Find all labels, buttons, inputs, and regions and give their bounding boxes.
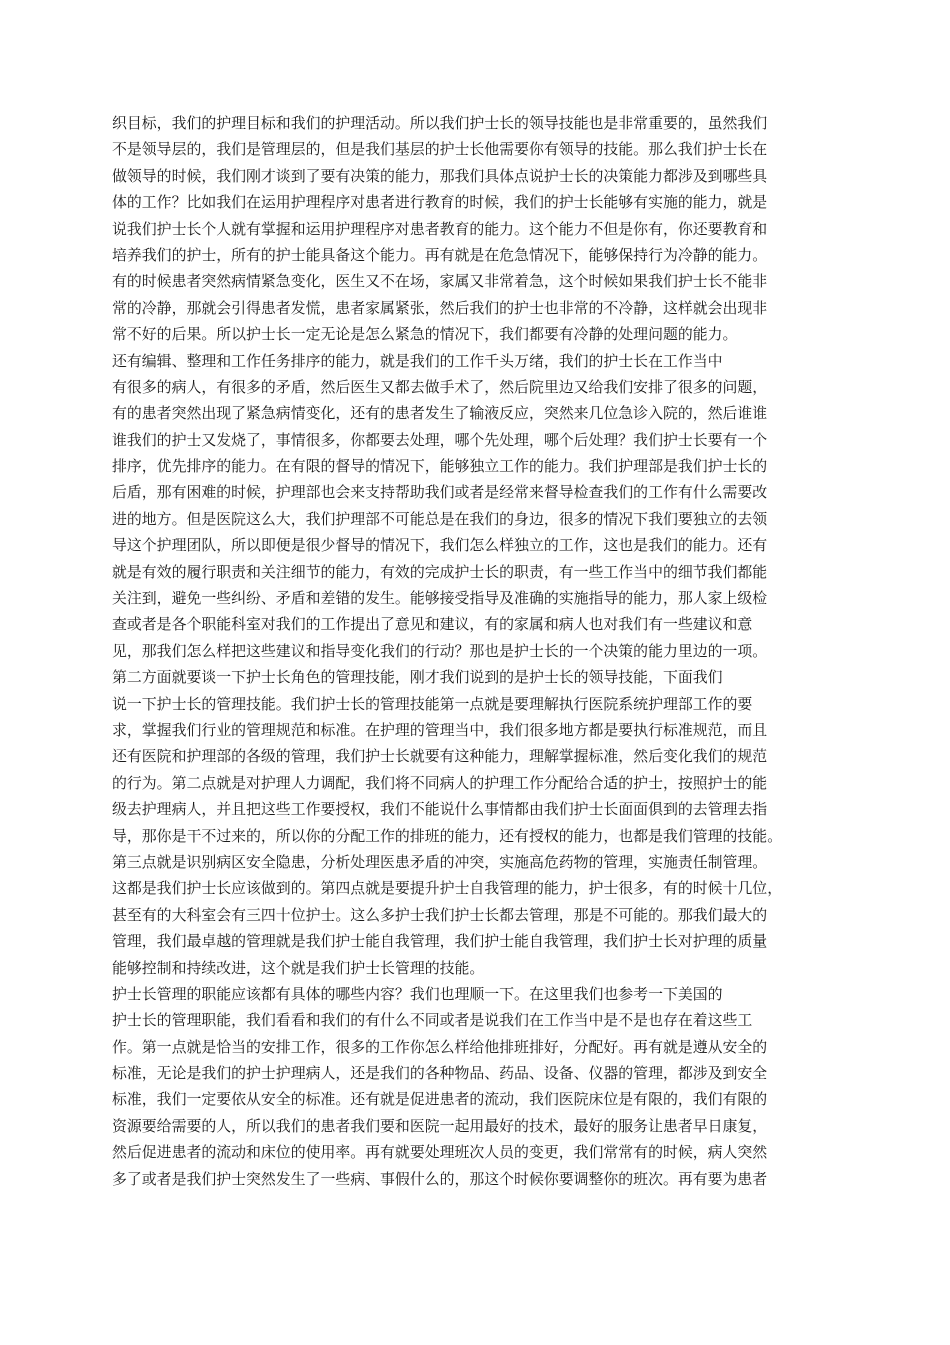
text-line: 作。第一点就是恰当的安排工作，很多的工作你怎么样给他排班排好，分配好。再有就是遵从安全的 <box>112 1037 768 1056</box>
text-line: 导，那你是干不过来的，所以你的分配工作的排班的能力，还有授权的能力，也都是我们管理的技能。 <box>112 826 783 845</box>
text-line: 有的患者突然出现了紧急病情变化，还有的患者发生了输液反应，突然来几位急诊入院的，然后谁谁 <box>112 404 768 423</box>
text-line: 关注到，避免一些纠纷、矛盾和差错的发生。能够接受指导及准确的实施指导的能力，那人家上级检 <box>112 589 768 608</box>
text-line: 有很多的病人，有很多的矛盾，然后医生又都去做手术了，然后院里边又给我们安排了很多的问题， <box>112 377 768 396</box>
text-line: 第三点就是识别病区安全隐患，分析处理医患矛盾的冲突，实施高危药物的管理，实施责任制管理。 <box>112 852 768 871</box>
text-line: 说我们护士长个人就有掌握和运用护理程序对患者教育的能力。这个能力不但是你有，你还要教育和 <box>112 219 768 238</box>
text-line: 常不好的后果。所以护士长一定无论是怎么紧急的情况下，我们都要有冷静的处理问题的能力。 <box>112 325 738 344</box>
text-line: 做领导的时候，我们刚才谈到了要有决策的能力，那我们具体点说护士长的决策能力都涉及到哪些具 <box>112 166 768 185</box>
text-line: 资源要给需要的人，所以我们的患者我们要和医院一起用最好的技术，最好的服务让患者早日康复， <box>112 1116 768 1135</box>
text-line: 管理，我们最卓越的管理就是我们护士能自我管理，我们护士能自我管理，我们护士长对护理的质量 <box>112 932 768 951</box>
text-line: 查或者是各个职能科室对我们的工作提出了意见和建议，有的家属和病人也对我们有一些建议和意 <box>112 615 753 634</box>
text-line: 培养我们的护士，所有的护士能具备这个能力。再有就是在危急情况下，能够保持行为冷静的能力。 <box>112 245 768 264</box>
text-line: 甚至有的大科室会有三四十位护士。这么多护士我们护士长都去管理，那是不可能的。那我们最大的 <box>112 905 768 924</box>
text-line: 常的冷静，那就会引得患者发慌，患者家属紧张，然后我们的护士也非常的不冷静，这样就会出现非 <box>112 298 768 317</box>
text-line: 还有编辑、整理和工作任务排序的能力，就是我们的工作千头万绪，我们的护士长在工作当中 <box>112 351 723 370</box>
text-line: 谁我们的护士又发烧了，事情很多，你都要去处理，哪个先处理，哪个后处理？我们护士长要有一个 <box>112 430 768 449</box>
text-line: 体的工作？比如我们在运用护理程序对患者进行教育的时候，我们的护士长能够有实施的能力，就是 <box>112 193 768 212</box>
text-line: 能够控制和持续改进，这个就是我们护士长管理的技能。 <box>112 958 485 977</box>
text-line: 还有医院和护理部的各级的管理，我们护士长就要有这种能力，理解掌握标准，然后变化我们的规范 <box>112 747 768 766</box>
text-line: 级去护理病人，并且把这些工作要授权，我们不能说什么事情都由我们护士长面面俱到的去管理去指 <box>112 800 768 819</box>
text-line: 求，掌握我们行业的管理规范和标准。在护理的管理当中，我们很多地方都是要执行标准规范，而且 <box>112 720 768 739</box>
text-line: 排序，优先排序的能力。在有限的督导的情况下，能够独立工作的能力。我们护理部是我们护士长的 <box>112 457 768 476</box>
text-line: 进的地方。但是医院这么大，我们护理部不可能总是在我们的身边，很多的情况下我们要独立的去领 <box>112 509 768 528</box>
text-line: 护士长的管理职能，我们看看和我们的有什么不同或者是说我们在工作当中是不是也存在着这些工 <box>112 1011 753 1030</box>
text-line: 织目标，我们的护理目标和我们的护理活动。所以我们护士长的领导技能也是非常重要的，虽然我们 <box>112 114 768 132</box>
text-line: 有的时候患者突然病情紧急变化，医生又不在场，家属又非常着急，这个时候如果我们护士长不能非 <box>112 272 768 291</box>
text-line: 护士长管理的职能应该都有具体的哪些内容？我们也理顺一下。在这里我们也参考一下美国的 <box>112 984 723 1003</box>
text-line: 导这个护理团队，所以即便是很少督导的情况下，我们怎么样独立的工作，这也是我们的能力。还有 <box>112 536 768 555</box>
text-line: 这都是我们护士长应该做到的。第四点就是要提升护士自我管理的能力，护士很多，有的时候十几位， <box>112 879 783 898</box>
text-line: 说一下护士长的管理技能。我们护士长的管理技能第一点就是要理解执行医院系统护理部工作的要 <box>112 694 753 713</box>
text-line: 标准，我们一定要依从安全的标准。还有就是促进患者的流动，我们医院床位是有限的，我们有限的 <box>112 1090 768 1109</box>
text-line: 标准，无论是我们的护士护理病人，还是我们的各种物品、药品、设备、仪器的管理，都涉及到安全 <box>112 1064 768 1083</box>
text-line: 不是领导层的，我们是管理层的，但是我们基层的护士长他需要你有领导的技能。那么我们护士长在 <box>112 140 768 159</box>
text-line: 就是有效的履行职责和关注细节的能力，有效的完成护士长的职责，有一些工作当中的细节我们都能 <box>112 562 768 581</box>
text-line: 第二方面就要谈一下护士长角色的管理技能，刚才我们说到的是护士长的领导技能，下面我们 <box>112 668 723 687</box>
text-line: 后盾，那有困难的时候，护理部也会来支持帮助我们或者是经常来督导检查我们的工作有什么需要改 <box>112 483 768 502</box>
text-line: 然后促进患者的流动和床位的使用率。再有就要处理班次人员的变更，我们常常有的时候，病人突然 <box>112 1143 768 1162</box>
text-line: 见，那我们怎么样把这些建议和指导变化我们的行动？那也是护士长的一个决策的能力里边的一项。 <box>112 641 768 660</box>
text-line: 的行为。第二点就是对护理人力调配，我们将不同病人的护理工作分配给合适的护士，按照护士的能 <box>112 773 768 792</box>
text-line: 多了或者是我们护士突然发生了一些病、事假什么的，那这个时候你要调整你的班次。再有要为患者 <box>112 1169 768 1188</box>
document-body <box>112 110 832 1192</box>
